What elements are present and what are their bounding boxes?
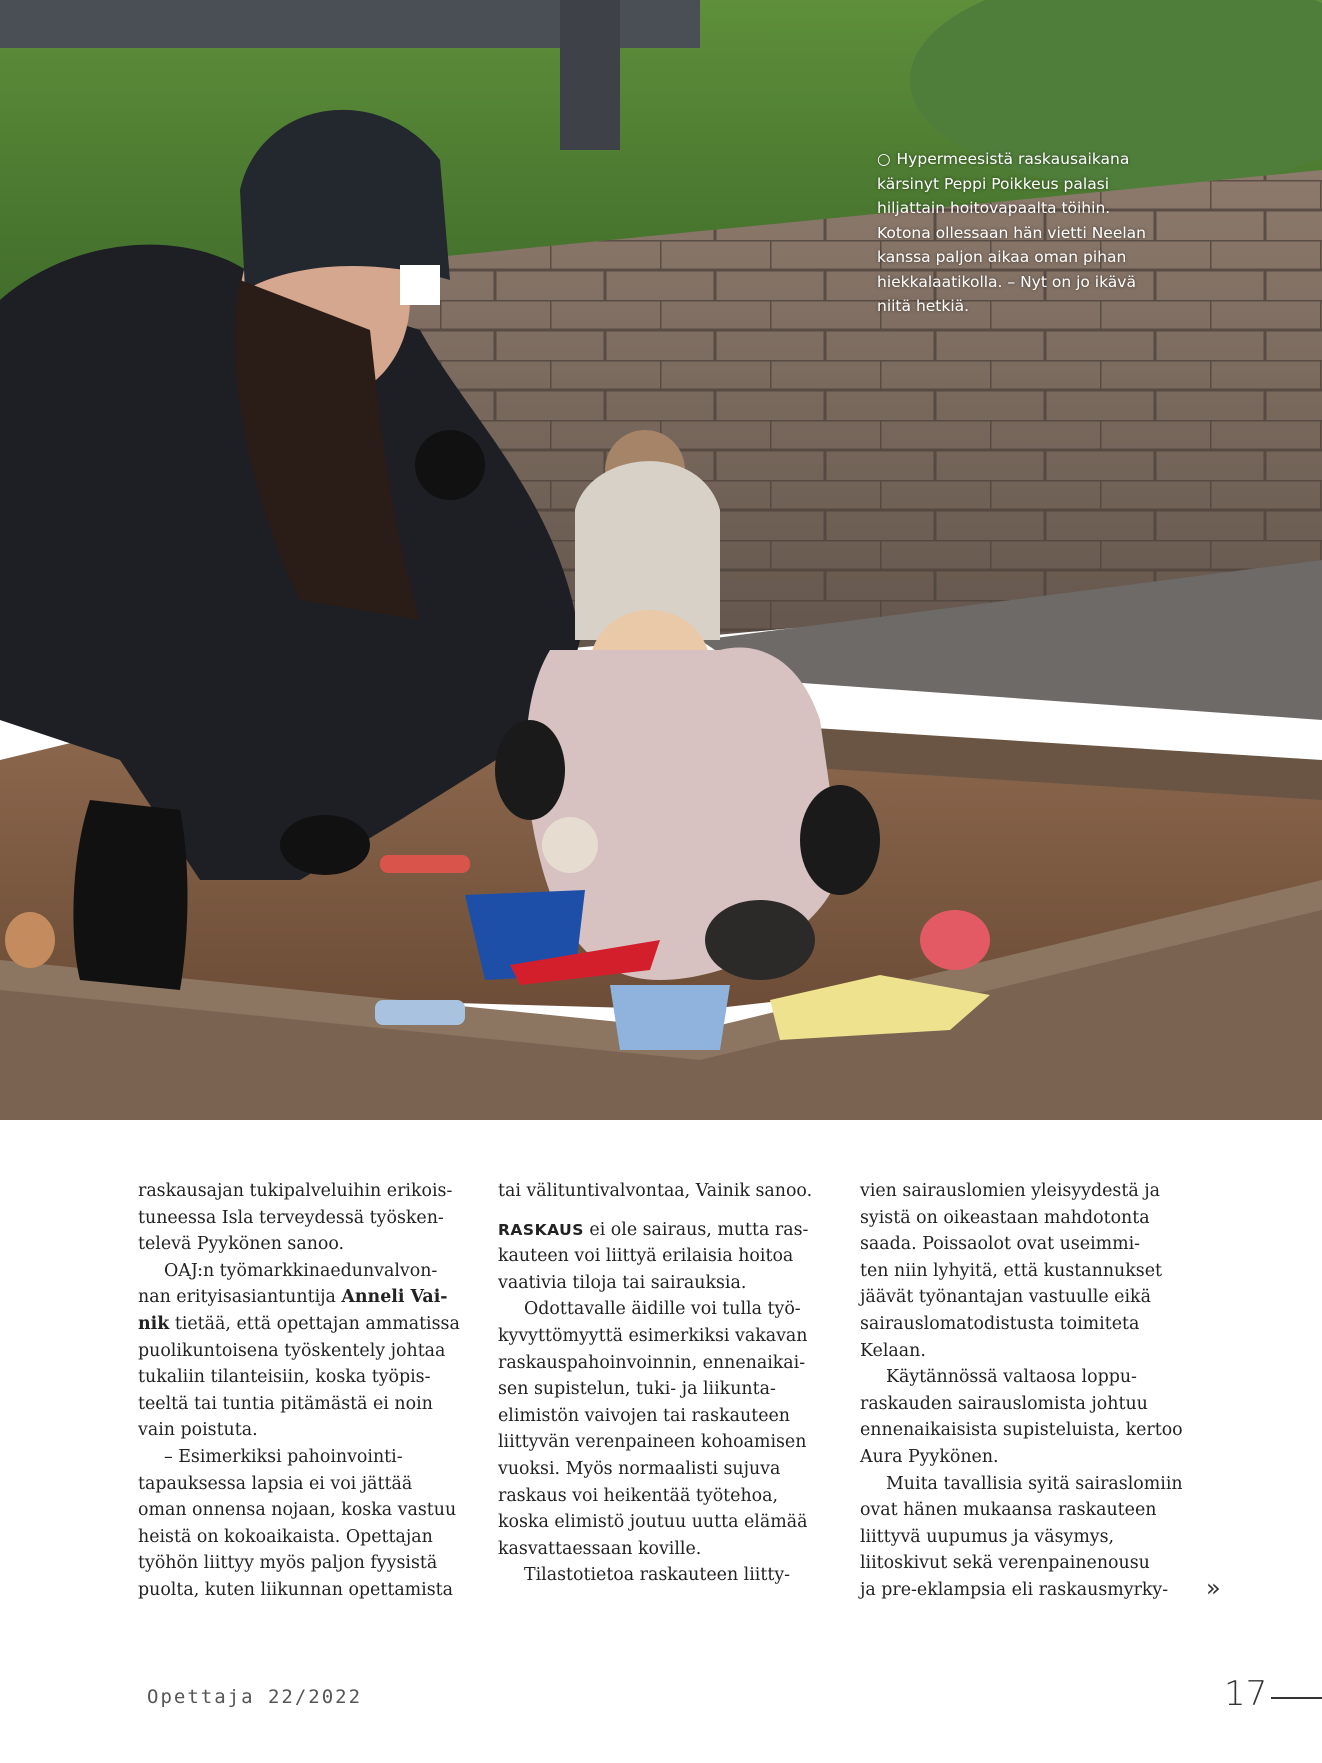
photo-caption <box>877 147 1147 319</box>
text-line: Kelaan. <box>860 1340 926 1361</box>
text-line: ovat hänen mukaansa raskauteen <box>860 1500 1157 1521</box>
text-line: elimistön vaivojen tai raskauteen <box>498 1405 790 1426</box>
caption-bullet-icon: ○ <box>877 150 891 168</box>
text-line: Aura Pyykönen. <box>860 1446 999 1467</box>
text-column-2 <box>498 1178 828 1589</box>
text-line: vuoksi. Myös normaalisti sujuva <box>498 1458 781 1479</box>
text-line: kyvyttömyyttä esimerkiksi vakavan <box>498 1325 808 1346</box>
person-name: Anneli Vai- <box>341 1287 448 1308</box>
text-line: teeltä tai tuntia pitämästä ei noin <box>138 1393 433 1414</box>
text-line: kasvattaessaan koville. <box>498 1538 702 1559</box>
text-line: raskausajan tukipalveluihin erikois- <box>138 1181 453 1201</box>
text-line: kauteen voi liittyä erilaisia hoitoa <box>498 1246 794 1267</box>
text-line: tai välituntivalvontaa, Vainik sanoo. <box>498 1181 813 1201</box>
text-line: heistä on kokoaikaista. Opettajan <box>138 1526 433 1547</box>
page-number-rule <box>1271 1697 1322 1699</box>
page-number: 17 <box>1224 1674 1268 1714</box>
text-line: raskauspahoinvoinnin, ennenaikai- <box>498 1352 806 1373</box>
text-line: työhön liittyy myös paljon fyysistä <box>138 1553 438 1574</box>
text-line <box>498 1217 828 1244</box>
text-fragment: nan erityisasiantuntija <box>138 1287 342 1308</box>
text-line: liittyvän verenpaineen kohoamisen <box>498 1432 807 1453</box>
text-line: tukaliin tilanteisiin, koska työpis- <box>138 1367 431 1388</box>
text-line: sairauslomatodistusta toimiteta <box>860 1313 1140 1334</box>
text-line: raskaus voi heikentää työtehoa, <box>498 1485 779 1506</box>
text-line: puolikuntoisena työskentely johtaa <box>138 1340 446 1361</box>
text-column-3 <box>860 1178 1190 1604</box>
text-line: raskauden sairauslomista johtuu <box>860 1393 1148 1414</box>
text-line: Käytännössä valtaosa loppu- <box>886 1367 1137 1388</box>
text-line: ja pre-eklampsia eli raskausmyrky- <box>860 1579 1169 1600</box>
text-line: liitoskivut sekä verenpainenousu <box>860 1553 1150 1574</box>
text-line: tapauksessa lapsia ei voi jättää <box>138 1473 413 1494</box>
text-line: ten niin lyhyitä, että kustannukset <box>860 1260 1162 1281</box>
text-line: oman onnensa nojaan, koska vastuu <box>138 1500 457 1521</box>
text-line: – Esimerkiksi pahoinvointi- <box>164 1446 403 1467</box>
caption-text: Hypermeesistä raskausaikana kärsinyt Peppi Poikkeus palasi hiljattain hoitovapaalta töihin. Kotona ollessaan hän vietti Neelan kanssa paljon aikaa oman pihan hiekkalaatikolla. – Nyt on jo ikävä niitä hetkiä. <box>877 150 1146 315</box>
text-line: sen supistelun, tuki- ja liikunta- <box>498 1379 776 1400</box>
magazine-issue: Opettaja 22/2022 <box>147 1686 363 1708</box>
text-line: saada. Poissaolot ovat useimmi- <box>860 1234 1141 1255</box>
text-line: jäävät työnantajan vastuulle eikä <box>860 1287 1151 1308</box>
text-line <box>138 1284 468 1311</box>
continue-arrow-icon: » <box>1206 1574 1221 1602</box>
paragraph-gap <box>498 1205 828 1217</box>
person-name: nik <box>138 1313 170 1334</box>
text-line: syistä on oikeastaan mahdotonta <box>860 1207 1150 1228</box>
text-fragment: tietää, että opettajan ammatissa <box>169 1313 460 1334</box>
text-column-1 <box>138 1178 468 1604</box>
section-lead-word: RASKAUS <box>498 1220 584 1239</box>
text-line: vaativia tiloja tai sairauksia. <box>498 1272 747 1293</box>
text-line: televä Pyykönen sanoo. <box>138 1234 345 1255</box>
text-line: OAJ:n työmarkkinaedunvalvon- <box>164 1260 438 1281</box>
text-line <box>138 1311 468 1338</box>
text-line: liittyvä uupumus ja väsymys, <box>860 1526 1115 1547</box>
text-line: Odottavalle äidille voi tulla työ- <box>524 1299 801 1320</box>
text-line: vain poistuta. <box>138 1420 258 1441</box>
text-line: puolta, kuten liikunnan opettamista <box>138 1579 454 1600</box>
text-line: vien sairauslomien yleisyydestä ja <box>860 1181 1160 1201</box>
text-fragment: ei ole sairaus, mutta ras- <box>583 1219 809 1240</box>
text-line: ennenaikaisista supisteluista, kertoo <box>860 1420 1183 1441</box>
text-line: Tilastotietoa raskauteen liitty- <box>524 1565 791 1586</box>
text-line: koska elimistö joutuu uutta elämää <box>498 1512 808 1533</box>
text-line: Muita tavallisia syitä sairaslomiin <box>886 1473 1183 1494</box>
text-line: tuneessa Isla terveydessä työsken- <box>138 1207 444 1228</box>
